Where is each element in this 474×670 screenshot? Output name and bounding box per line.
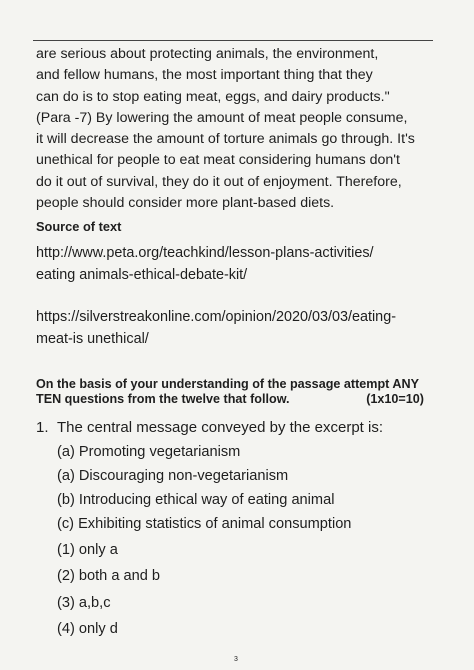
source-link-silverstreak	[36, 306, 396, 350]
question-text: The central message conveyed by the excerpt is:	[57, 419, 384, 436]
option-item: (a) Discouraging non-vegetarianism	[57, 468, 289, 484]
source-heading: Source of text	[36, 219, 122, 234]
source-link-line: https://silverstreakonline.com/opinion/2020/03/03/eating-	[36, 309, 396, 325]
option-item: (4) only d	[57, 621, 118, 637]
passage-line: people should consider more plant-based diets.	[36, 195, 335, 212]
instructions	[36, 377, 436, 407]
passage-line: can do is to stop eating meat, eggs, and dairy products."	[36, 88, 390, 105]
question-number: 1.	[36, 419, 49, 436]
passage-line: do it out of survival, they do it out of enjoyment. Therefore,	[36, 173, 402, 190]
page-number: 3	[234, 656, 238, 663]
option-item: (b) Introducing ethical way of eating animal	[57, 492, 335, 508]
instructions-line: On the basis of your understanding of the passage attempt ANY	[36, 377, 419, 391]
option-item: (2) both a and b	[57, 568, 161, 584]
passage-paragraph	[36, 44, 438, 214]
marks-allocation: (1x10=10)	[366, 392, 424, 406]
source-link-line: meat-is unethical/	[36, 331, 149, 347]
question-1	[36, 419, 383, 436]
source-link-peta	[36, 242, 374, 286]
option-item: (1) only a	[57, 542, 118, 558]
passage-line: (Para -7) By lowering the amount of meat people consume,	[36, 109, 408, 126]
passage-line: unethical for people to eat meat considering humans don't	[36, 152, 400, 169]
source-link-line: http://www.peta.org/teachkind/lesson-plans-activities/	[36, 245, 374, 261]
instructions-line: TEN questions from the twelve that follow.	[36, 392, 290, 406]
option-item: (c) Exhibiting statistics of animal consumption	[57, 516, 352, 532]
passage-line: and fellow humans, the most important thing that they	[36, 67, 373, 84]
option-item: (3) a,b,c	[57, 595, 111, 611]
passage-line: it will decrease the amount of torture animals go through. It's	[36, 131, 415, 148]
option-item: (a) Promoting vegetarianism	[57, 444, 241, 460]
passage-line: are serious about protecting animals, the environment,	[36, 46, 379, 62]
source-link-line: eating animals-ethical-debate-kit/	[36, 267, 248, 283]
top-rule	[33, 40, 433, 41]
